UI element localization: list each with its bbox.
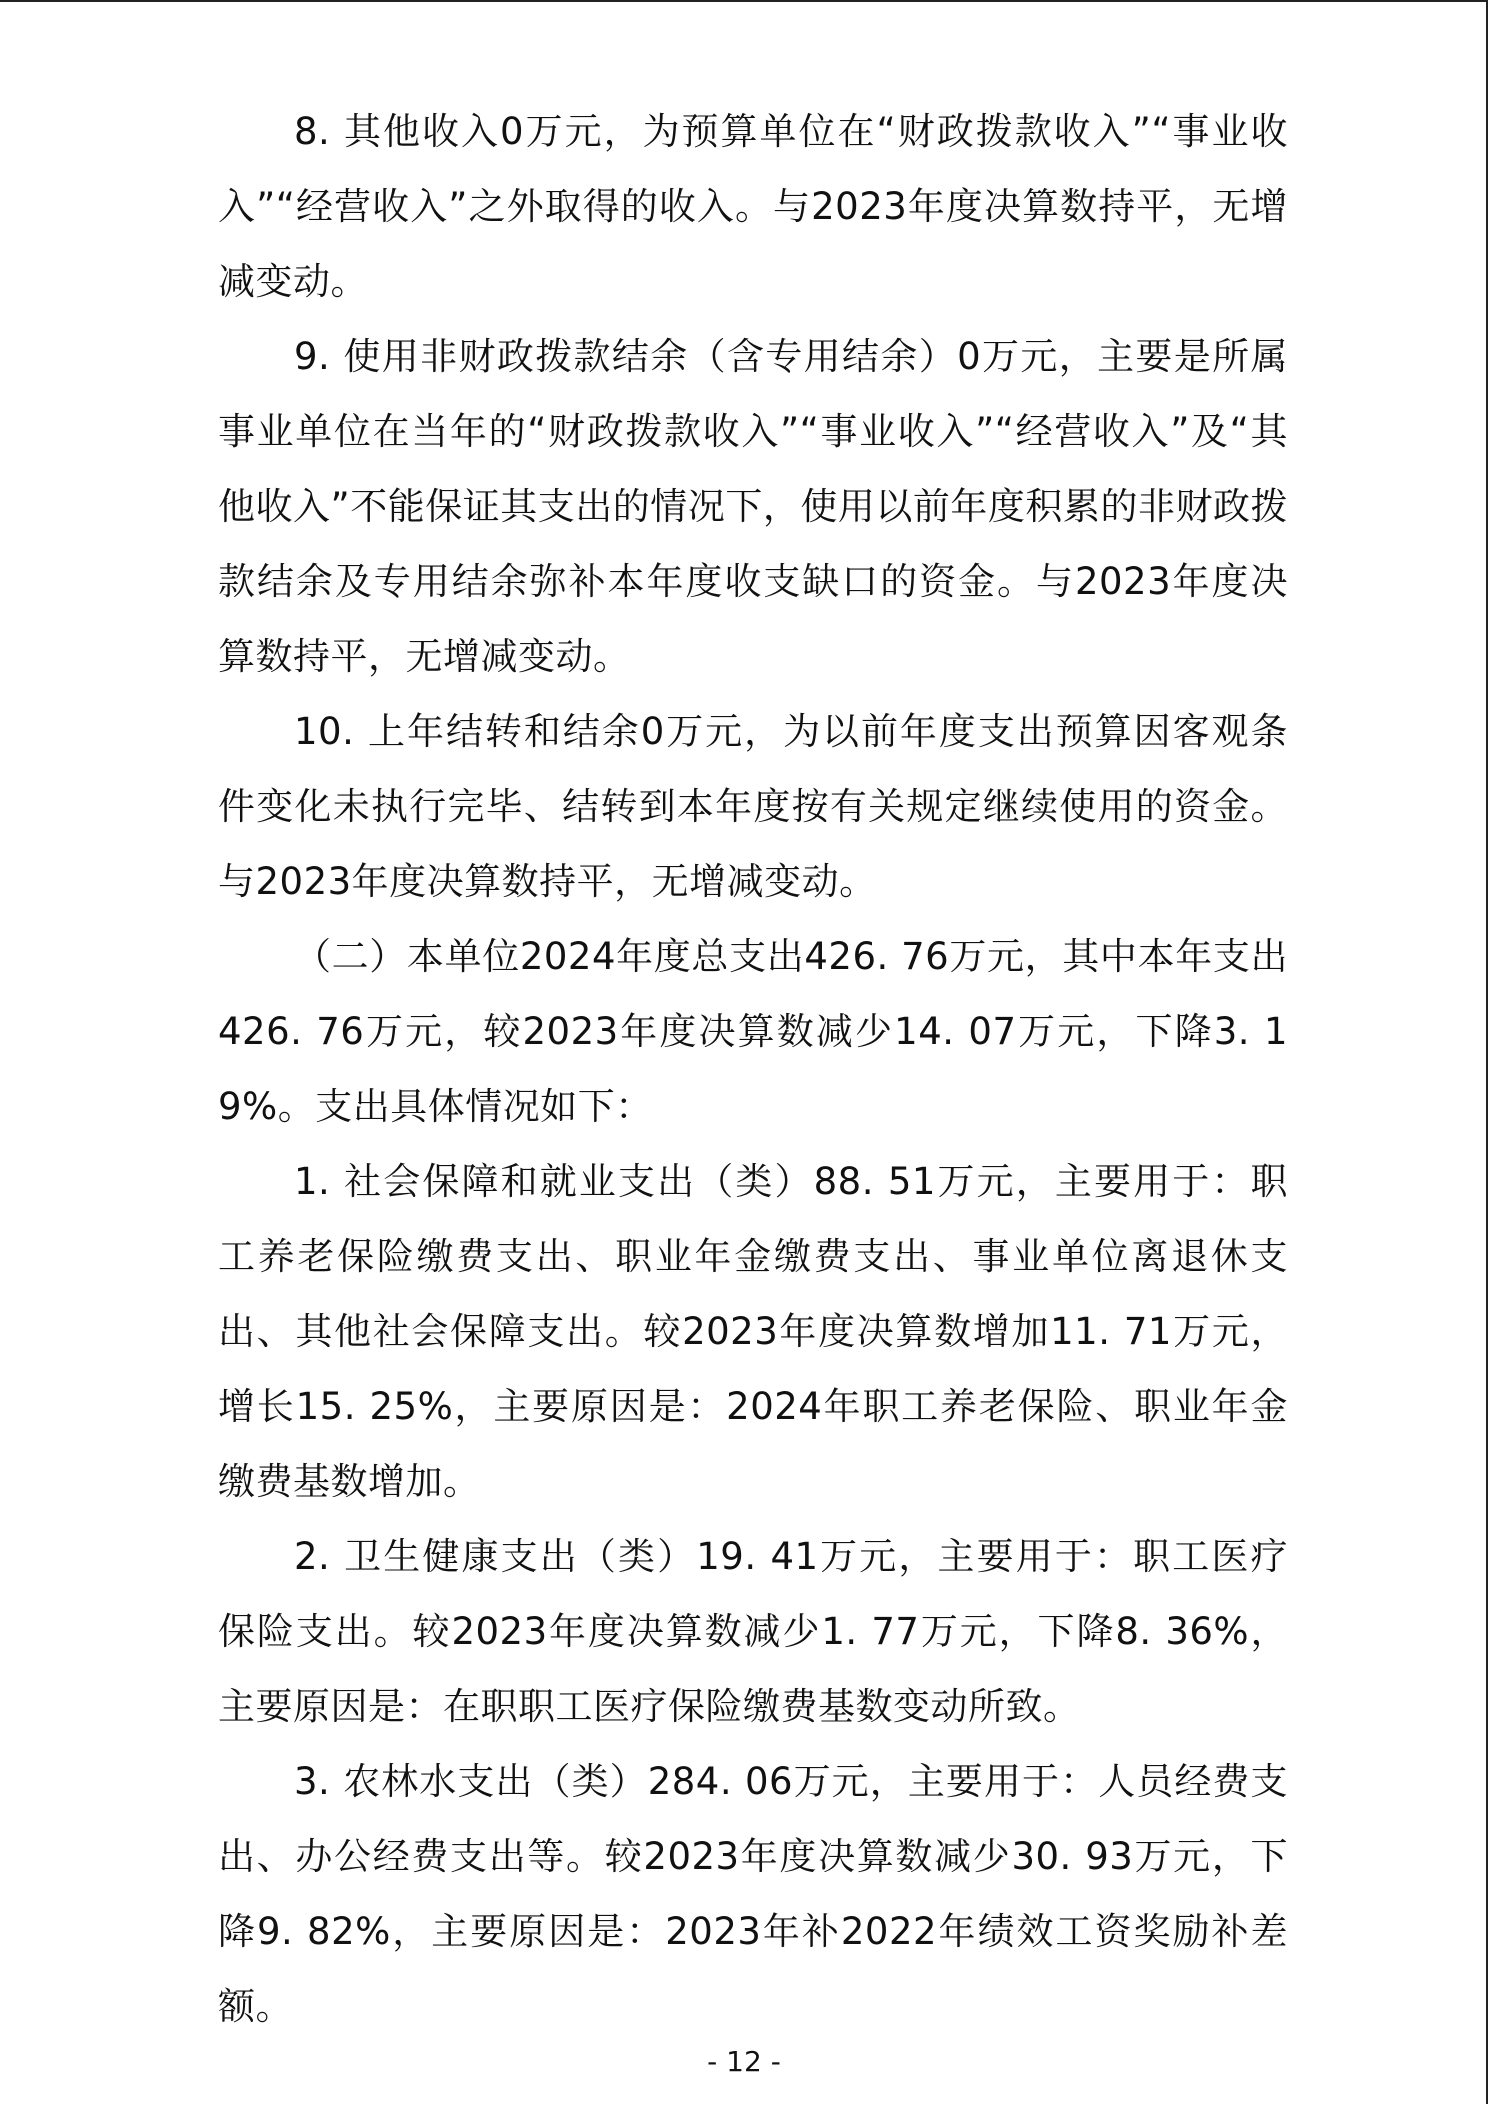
paragraph-health-expenditure: 2. 卫生健康支出（类）19. 41万元，主要用于：职工医疗保险支出。较2023年度决算数减少1. 77万元，下降8. 36%，主要原因是：在职职工医疗保险缴费基数变动所致。 (218, 1535, 1288, 1728)
paragraph-other-income: 8. 其他收入0万元，为预算单位在“财政拨款收入”“事业收入”“经营收入”之外取得的收入。与2023年度决算数持平，无增减变动。 (218, 110, 1288, 303)
page-number: - 12 - (707, 2045, 781, 2078)
paragraph-non-fiscal-balance: 9. 使用非财政拨款结余（含专用结余）0万元，主要是所属事业单位在当年的“财政拨款收入”“事业收入”“经营收入”及“其他收入”不能保证其支出的情况下，使用以前年度积累的非财政拨款结余及专用结余弥补本年度收支缺口的资金。与2023年度决算数持平，无增减变动。 (218, 335, 1288, 678)
paragraph-agriculture-expenditure: 3. 农林水支出（类）284. 06万元，主要用于：人员经费支出、办公经费支出等。较2023年度决算数减少30. 93万元，下降9. 82%，主要原因是：2023年补2022年绩效工资奖励补差额。 (218, 1760, 1288, 2028)
paragraph-social-security-expenditure: 1. 社会保障和就业支出（类）88. 51万元，主要用于：职工养老保险缴费支出、职业年金缴费支出、事业单位离退休支出、其他社会保障支出。较2023年度决算数增加11. 71万元，增长15. 25%，主要原因是：2024年职工养老保险、职业年金缴费基数增加。 (218, 1160, 1288, 1503)
document-body (218, 94, 1288, 2044)
paragraph-total-expenditure: （二）本单位2024年度总支出426. 76万元，其中本年支出426. 76万元，较2023年度决算数减少14. 07万元，下降3. 19%。支出具体情况如下： (218, 935, 1288, 1128)
paragraph-prior-year-carryover: 10. 上年结转和结余0万元，为以前年度支出预算因客观条件变化未执行完毕、结转到本年度按有关规定继续使用的资金。与2023年度决算数持平，无增减变动。 (218, 710, 1288, 903)
